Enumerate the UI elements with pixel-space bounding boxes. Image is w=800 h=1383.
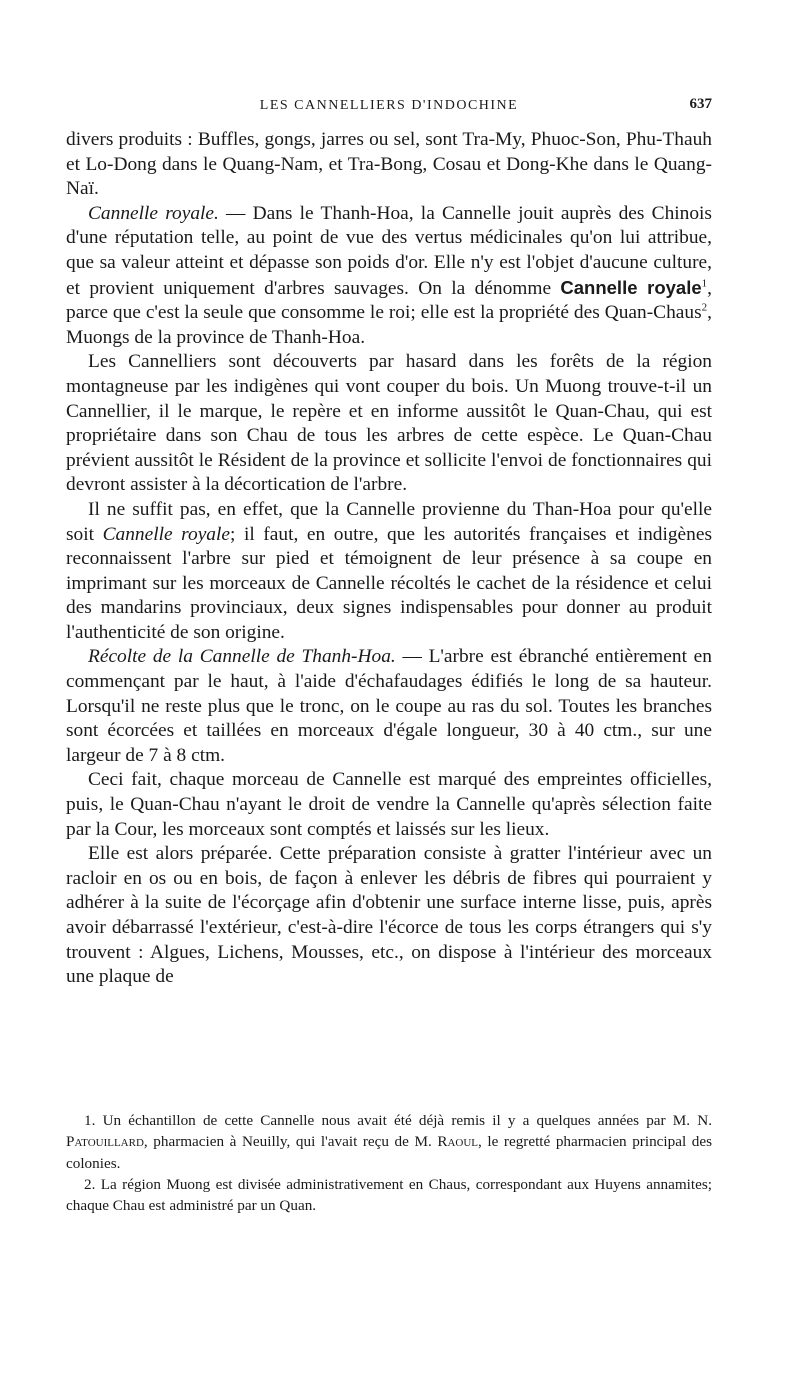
paragraph-recolte bbox=[66, 645, 712, 768]
paragraph-6-text: Ceci fait, chaque morceau de Cannelle est marqué des empreintes officielles, puis, le Quan-Chau n'ayant le droit de vendre la Cannelle qu'après sélection faite par la Cour, les morceaux sont comptés et laissés sur les lieux. bbox=[66, 769, 712, 840]
paragraph-1 bbox=[66, 128, 712, 202]
paragraph-4-text-b: ; il faut, en outre, que les autorités françaises et indigènes reconnaissent l'arbre sur pied et témoignent de leur présence à sa coupe en imprimant sur les morceaux de Cannelle récoltés le cachet de la résidence et celui des mandarins provinciaux, deux signes indispensables pour donner au produit l'authenticité de son origine. bbox=[66, 523, 712, 643]
paragraph-2-text-b: , parce que c'est la seule que consomme le roi; elle est la propriété des Quan-Chaus bbox=[66, 277, 712, 324]
paragraph-3-text: Les Cannelliers sont découverts par hasard dans les forêts de la région montagneuse par les indigènes qui vont couper du bois. Un Muong trouve-t-il un Cannellier, il le marque, le repère et en informe aussitôt le Quan-Chau, qui est propriétaire dans son Chau de tous les arbres de cette espèce. Le Quan-Chau prévient aussitôt le Résident de la province et sollicite l'envoi de fonctionnaires qui devront assister à la décortication de l'arbre. bbox=[66, 351, 712, 496]
footnote-1-text-b: , pharmacien à Neuilly, qui l'avait reçu de M. bbox=[143, 1133, 438, 1151]
paragraph-1-text: divers produits : Buffles, gongs, jarres ou sel, sont Tra-My, Phuoc-Son, Phu-Thauh et Lo-Dong dans le Quang-Nam, et Tra-Bong, Cosau et Dong-Khe dans le Quang-Naï. bbox=[66, 129, 712, 200]
running-title: LES CANNELLIERS D'INDOCHINE bbox=[259, 98, 519, 113]
paragraph-5-text: — L'arbre est ébranché entièrement en commençant par le haut, à l'aide d'échafaudages édifiés le long de sa hauteur. Lorsqu'il ne reste plus que le tronc, on le coupe au ras du sol. Toutes les branches sont écorcées et taillées en morceaux d'égale longueur, 30 à 40 ctm., sur une largeur de 7 à 8 ctm. bbox=[66, 646, 712, 766]
footnote-1-name-raoul: Raoul bbox=[437, 1133, 479, 1151]
footnote-ref-1: 1 bbox=[701, 277, 708, 290]
paragraph-4-text-a: Il ne suffit pas, en effet, que la Cannelle provienne du Than-Hoa pour qu'elle soit bbox=[66, 498, 712, 545]
term-cannelle-royale: Cannelle royale bbox=[560, 276, 702, 298]
paragraph-cannelle-royale bbox=[66, 202, 712, 351]
paragraph-2-text-a: — Dans le Thanh-Hoa, la Cannelle jouit auprès des Chinois d'une réputation telle, au point de vue des vertus médicinales qu'on lui attribue, que sa valeur atteint et dépasse son poids d'or. Elle n'y est l'objet d'aucune culture, et provient uniquement d'arbres sauvages. On la dénomme bbox=[66, 202, 712, 299]
section-title-cannelle-royale: Cannelle royale. bbox=[88, 202, 219, 224]
paragraph-2-text-c: , Muongs de la province de Thanh-Hoa. bbox=[66, 302, 712, 348]
footnote-1-text-a: 1. Un échantillon de cette Cannelle nous avait été déjà remis il y a quelques années par M. N. bbox=[84, 1112, 712, 1129]
running-head bbox=[66, 94, 712, 116]
footnote-ref-2: 2 bbox=[701, 301, 708, 314]
footnotes bbox=[66, 1110, 712, 1216]
paragraph-7 bbox=[66, 842, 712, 990]
footnote-2 bbox=[66, 1174, 712, 1217]
footnote-2-text: 2. La région Muong est divisée administrativement en Chaus, correspondant aux Huyens annamites; chaque Chau est administré par un Quan. bbox=[66, 1175, 712, 1215]
term-cannelle-royale-italic: Cannelle royale bbox=[102, 523, 230, 545]
paragraph-4 bbox=[66, 498, 712, 646]
paragraph-6 bbox=[66, 768, 712, 842]
section-title-recolte: Récolte de la Cannelle de Thanh-Hoa. bbox=[88, 646, 396, 668]
footnote-1-text-c: , le regretté pharmacien principal des colonies. bbox=[66, 1133, 712, 1172]
footnote-1-name-patouillard: Patouillard bbox=[66, 1133, 144, 1151]
page-number: 637 bbox=[689, 96, 712, 112]
body-text bbox=[66, 128, 712, 990]
paragraph-3 bbox=[66, 350, 712, 498]
footnote-1 bbox=[66, 1110, 712, 1174]
paragraph-7-text: Elle est alors préparée. Cette préparation consiste à gratter l'intérieur avec un racloir en os ou en bois, de façon à enlever les débris de fibres qui pourraient y adhérer à la suite de l'écorçage afin d'obtenir une surface interne lisse, puis, après avoir débarrassé l'extérieur, c'est-à-dire l'écorce de tous les corps étrangers qui s'y trouvent : Algues, Lichens, Mousses, etc., on dispose à l'intérieur des morceaux une plaque de bbox=[66, 843, 712, 988]
